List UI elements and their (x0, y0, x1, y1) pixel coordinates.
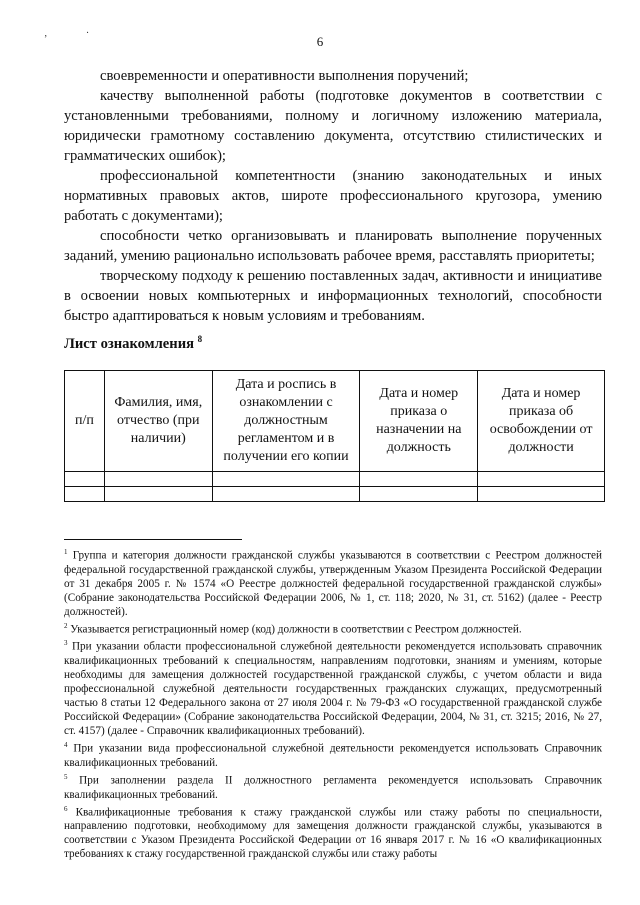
footnote-text: При заполнении раздела II должностного регламента рекомендуется использовать Справочник квалификационных требований. (64, 774, 603, 801)
paragraph: способности четко организовывать и планировать выполнение порученных заданий, умению рационально использовать рабочее время, расставлять приоритеты; (64, 228, 602, 264)
footnote-text: Квалификационные требования к стажу гражданской службы или стажу работы по специальности, направлению подготовки, необходимому для замещения должности гражданской службы, указываются в соответствии с Указом Президента Российской Федерации от 16 января 2017 г. № 16 «О квалификационных требованиях к стажу государственной гражданской службы или стажу работы (64, 806, 602, 861)
table-cell (478, 472, 605, 487)
footnote-number: 1 (64, 548, 68, 556)
paragraph: профессиональной компетентности (знанию законодательных и иных нормативных правовых актов, широте профессионального кругозора, умению работать с документами); (64, 168, 602, 224)
section-title-text: Лист ознакомления (64, 335, 194, 352)
section-title (64, 334, 202, 353)
footnotes (64, 545, 602, 861)
table-cell (360, 487, 478, 502)
footnote (64, 770, 602, 802)
page-number: 6 (316, 34, 324, 49)
header-number: п/п (65, 371, 105, 472)
footnote-divider (64, 539, 242, 540)
table-cell (65, 487, 105, 502)
header-dismissal-order: Дата и номер приказа об освобождении от должности (478, 371, 605, 472)
footnote (64, 636, 602, 738)
table-cell (104, 472, 212, 487)
table-cell (212, 472, 360, 487)
footnote-number: 2 (64, 621, 68, 630)
body-text (64, 66, 602, 326)
footnote (64, 738, 602, 770)
header-signature-date: Дата и роспись в ознакомлении с должностным регламентом и в получении его копии (212, 371, 360, 472)
table-cell (65, 472, 105, 487)
footnote (64, 619, 602, 637)
footnote-number: 5 (64, 772, 68, 781)
header-full-name: Фамилия, имя, отчество (при наличии) (104, 371, 212, 472)
footnote-text: При указании вида профессиональной служебной деятельности рекомендуется использовать Справочник квалификационных требований. (64, 742, 603, 769)
section-footnote-ref: 8 (197, 334, 203, 344)
paragraph: качеству выполненной работы (подготовке документов в соответствии с установленными требованиями, полному и логичному изложению материала, юридически грамотному составлению документа, отсутствию стилистических и грамматических ошибок); (64, 88, 602, 164)
table-row (65, 487, 605, 502)
table-header-row (65, 371, 605, 472)
footnote-text: Указывается регистрационный номер (код) должности в соответствии с Реестром должностей. (70, 623, 522, 636)
footnote (64, 545, 602, 619)
paragraph: своевременности и оперативности выполнения поручений; (100, 68, 469, 84)
footnote-number: 6 (64, 804, 68, 813)
footnote-number: 3 (64, 639, 68, 648)
header-appointment-order: Дата и номер приказа о назначении на должность (360, 371, 478, 472)
table-cell (104, 487, 212, 502)
table-cell (212, 487, 360, 502)
acknowledgment-table (64, 370, 605, 502)
footnote-number: 4 (64, 741, 68, 750)
table-row (65, 472, 605, 487)
footnote-text: Группа и категория должности гражданской службы указываются в соответствии с Реестром должностей федеральной государственной гражданской службы, утвержденным Указом Президента Российской Федерации от 31 декабря 2005 г. № 1574 «О Реестре должностей федеральной государственной гражданской службы» (Собрание законодательства Российской Федерации 2006, № 1, ст. 118; 2020, № 31, ст. 5162) (далее - Реестр должностей). (64, 549, 602, 618)
scan-marks: ‚ · (44, 28, 108, 39)
footnote-text: При указании области профессиональной служебной деятельности рекомендуется использовать справочник квалификационных требований к специальностям, направлениям подготовки, знаниям и умениям, которые необходимы для замещения должностей государственной гражданской службы, с учетом области и вида профессиональной служебной деятельности государственных гражданских служащих, предусмотренный частью 8 статьи 12 Федерального закона от 27 июля 2004 г. № 79-ФЗ «О государственной гражданской службе Российской Федерации» (Собрание законодательства Российской Федерации, 2004, № 31, ст. 3215; 2016, № 27, ст. 4157) (далее - Справочник квалификационных требований). (64, 641, 603, 738)
table-cell (360, 472, 478, 487)
table-cell (478, 487, 605, 502)
footnote (64, 802, 602, 862)
paragraph: творческому подходу к решению поставленных задач, активности и инициативе в освоении новых компьютерных и информационных технологий, способности быстро адаптироваться к новым условиям и требованиям. (64, 268, 602, 324)
